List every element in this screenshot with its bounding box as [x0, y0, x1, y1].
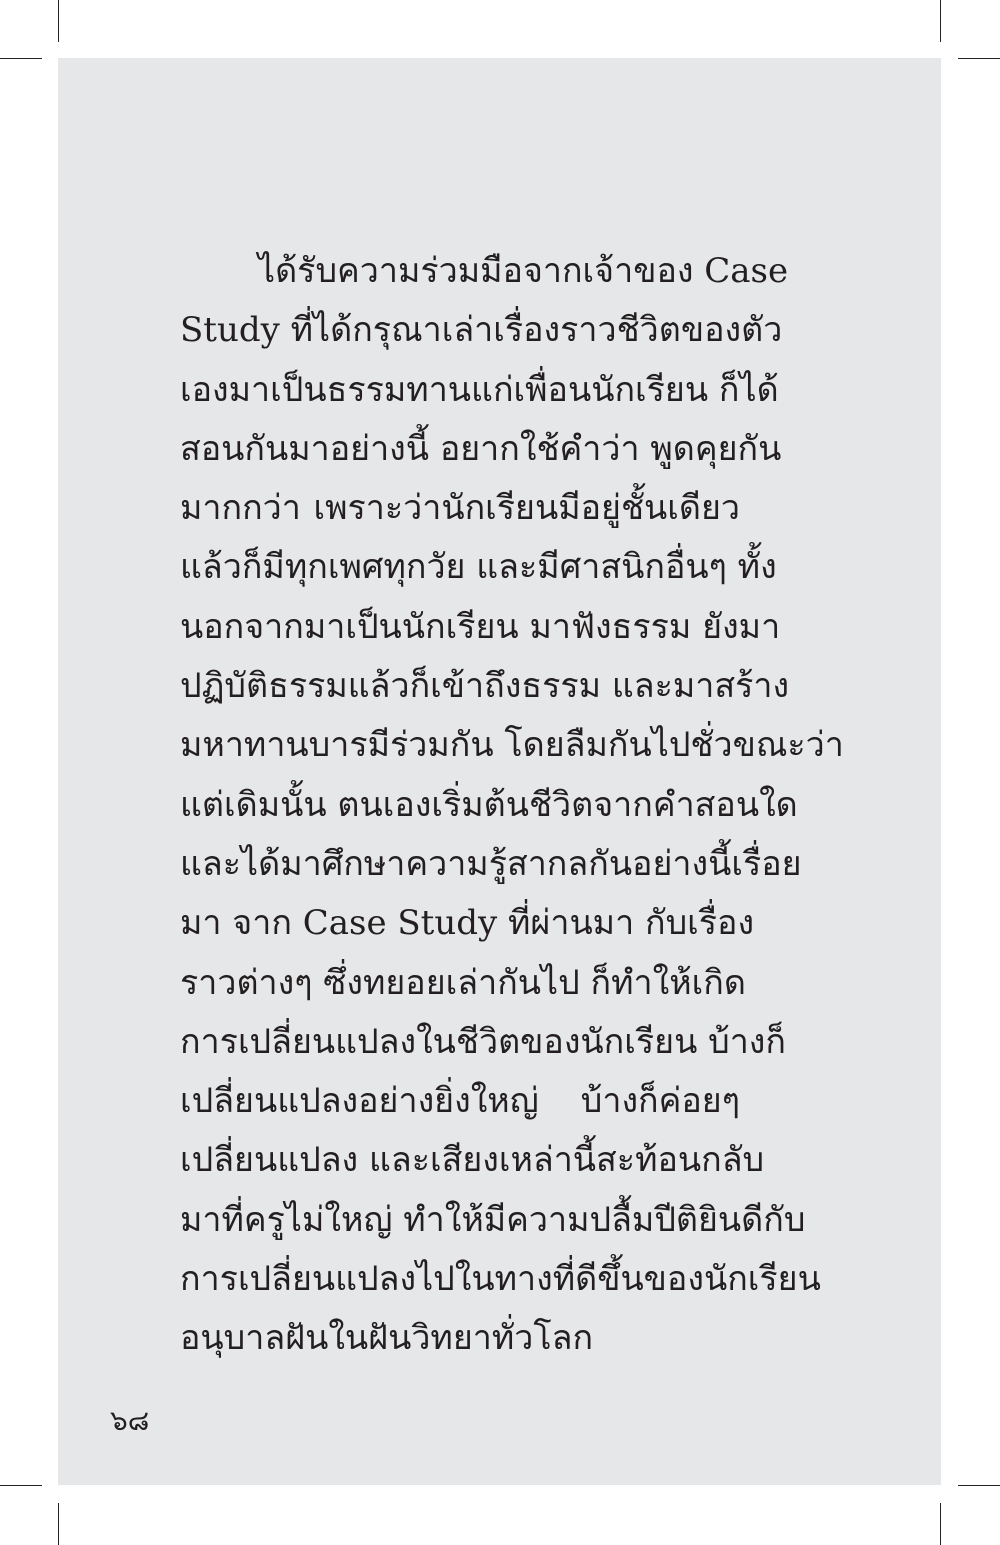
crop-mark-top-left-horizontal [0, 58, 42, 59]
paragraph-line: แล้วก็มีทุกเพศทุกวัย และมีศาสนิกอื่นๆ ทั้ง [180, 547, 777, 588]
paragraph-line: มาที่ครูไม่ใหญ่ ทำให้มีความปลื้มปีติยินดีกับ [180, 1199, 806, 1240]
paragraph-line: มหาทานบารมีร่วมกัน โดยลืมกันไปชั่วขณะว่า [180, 725, 844, 766]
crop-mark-bottom-right-vertical [940, 1503, 941, 1545]
body-paragraph [180, 242, 844, 1369]
crop-mark-top-right-horizontal [958, 58, 1000, 59]
crop-mark-bottom-right-horizontal [958, 1485, 1000, 1486]
paragraph-line: ได้รับความร่วมมือจากเจ้าของ Case [258, 251, 789, 291]
paragraph-line: ราวต่างๆ ซึ่งทยอยเล่ากันไป ก็ทำให้เกิด [180, 962, 746, 1003]
crop-mark-top-left-vertical [58, 0, 59, 42]
crop-mark-bottom-left-vertical [58, 1503, 59, 1545]
paragraph-line: มา จาก Case Study ที่ผ่านมา กับเรื่อง [180, 903, 755, 944]
paragraph-line: สอนกันมาอย่างนี้ อยากใช้คำว่า พูดคุยกัน [180, 428, 782, 469]
paragraph-line: และได้มาศึกษาความรู้สากลกันอย่างนี้เรื่อย [180, 843, 802, 884]
paragraph-line: เองมาเป็นธรรมทานแก่เพื่อนนักเรียน ก็ได้ [180, 369, 779, 410]
paragraph-line: เปลี่ยนแปลง และเสียงเหล่านี้สะท้อนกลับ [180, 1140, 765, 1181]
paragraph-line: ปฏิบัติธรรมแล้วก็เข้าถึงธรรม และมาสร้าง [180, 666, 790, 707]
paragraph-line: การเปลี่ยนแปลงไปในทางที่ดีขึ้นของนักเรียน [180, 1259, 821, 1300]
paragraph-line: แต่เดิมนั้น ตนเองเริ่มต้นชีวิตจากคำสอนใด [180, 784, 798, 825]
paragraph-line: เปลี่ยนแปลงอย่างยิ่งใหญ่ บ้างก็ค่อยๆ [180, 1081, 740, 1122]
paragraph-line: อนุบาลฝันในฝันวิทยาทั่วโลก [180, 1318, 594, 1359]
paragraph-line: มากกว่า เพราะว่านักเรียนมีอยู่ชั้นเดียว [180, 488, 740, 529]
paragraph-line: นอกจากมาเป็นนักเรียน มาฟังธรรม ยังมา [180, 606, 781, 647]
page-number: ๖๘ [110, 1404, 150, 1437]
paragraph-line: Study ที่ได้กรุณาเล่าเรื่องราวชีวิตของตัว [180, 310, 783, 351]
paragraph-line: การเปลี่ยนแปลงในชีวิตของนักเรียน บ้างก็ [180, 1021, 786, 1062]
crop-mark-bottom-left-horizontal [0, 1485, 42, 1486]
crop-mark-top-right-vertical [940, 0, 941, 42]
